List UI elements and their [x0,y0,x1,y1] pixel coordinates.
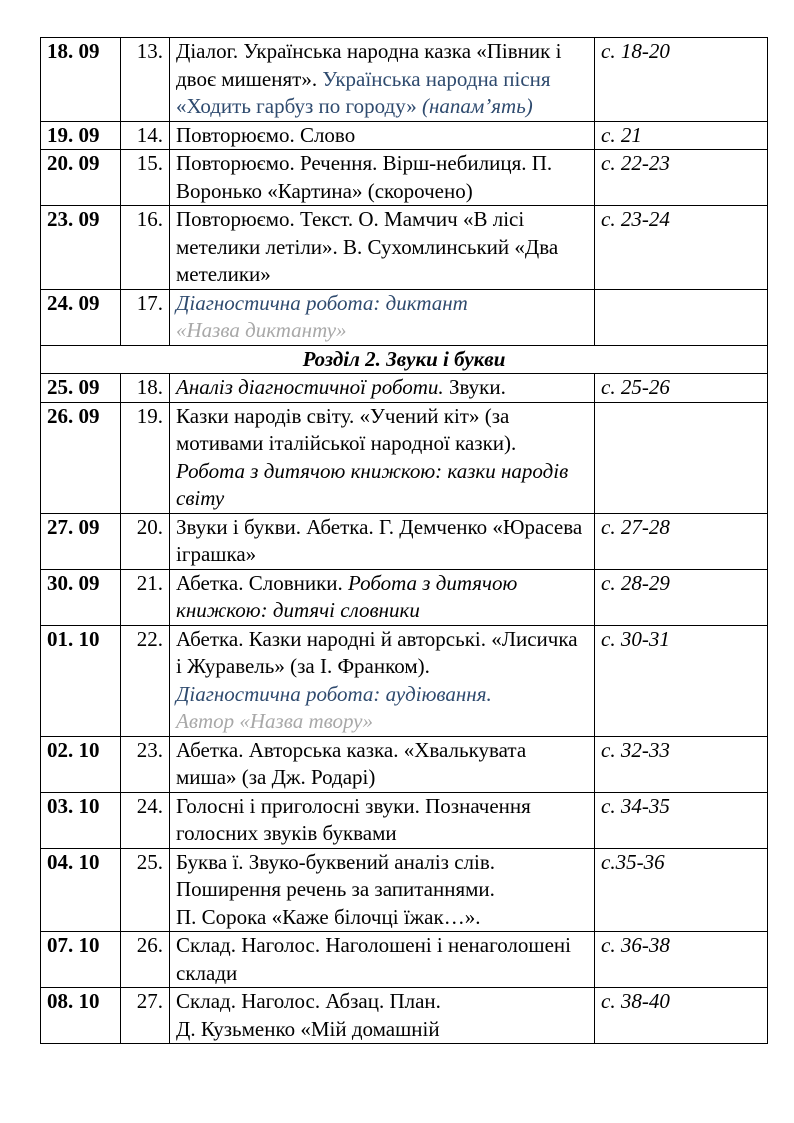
topic-text: Абетка. Словники. [176,570,343,595]
table-row [41,402,768,513]
table-row [41,736,768,792]
table-row [41,374,768,403]
lesson-number: 13. [121,38,170,122]
lesson-topic: Повторюємо. Слово [170,121,595,150]
lesson-number: 24. [121,792,170,848]
topic-text: Буква ї. Звуко-буквений аналіз слів. Поширення речень за запитаннями. [176,849,496,901]
lesson-pages: с. 28-29 [595,569,768,625]
lesson-number: 16. [121,206,170,290]
lesson-number: 26. [121,932,170,988]
table-row [41,848,768,932]
topic-text: Абетка. Казки народні й авторські. «Лисичка і Журавель» (за І. Франком). [176,626,578,678]
table-row [41,150,768,206]
lesson-date: 25. 09 [41,374,121,403]
topic-note: (напам’ять) [421,94,533,118]
table-row [41,625,768,736]
table-row [41,988,768,1044]
topic-song: Українська народна пісня «Ходить гарбуз по городу» [176,66,551,118]
lesson-pages: с. 38-40 [595,988,768,1044]
lesson-number: 15. [121,150,170,206]
lesson-date: 24. 09 [41,289,121,345]
lesson-date: 08. 10 [41,988,121,1044]
table-row [41,932,768,988]
table-row [41,513,768,569]
table-row [41,206,768,290]
lesson-topic [170,38,595,122]
lesson-number: 22. [121,625,170,736]
lesson-pages: с. 27-28 [595,513,768,569]
author-work-placeholder: Автор «Назва твору» [176,709,373,733]
lesson-topic: Повторюємо. Текст. О. Мамчич «В лісі метелики летіли». В. Сухомлинський «Два метелики» [170,206,595,290]
lesson-number: 27. [121,988,170,1044]
lesson-topic: Склад. Наголос. Наголошені і ненаголошені склади [170,932,595,988]
lesson-pages: с. 25-26 [595,374,768,403]
table-row [41,569,768,625]
topic-italic: Аналіз діагностичної роботи. [176,375,444,399]
lesson-number: 14. [121,121,170,150]
lesson-pages: с. 36-38 [595,932,768,988]
lesson-date: 27. 09 [41,513,121,569]
table-row [41,38,768,122]
table-row [41,121,768,150]
lesson-number: 19. [121,402,170,513]
lesson-topic: Голосні і приголосні звуки. Позначення голосних звуків буквами [170,792,595,848]
lesson-topic [170,848,595,932]
lesson-date: 26. 09 [41,402,121,513]
lesson-number: 17. [121,289,170,345]
lesson-pages: с. 30-31 [595,625,768,736]
section-row [41,345,768,374]
lesson-date: 01. 10 [41,625,121,736]
lesson-pages [595,289,768,345]
lesson-topic [170,374,595,403]
lesson-pages: с. 18-20 [595,38,768,122]
topic-text: Склад. Наголос. Абзац. План. [176,989,441,1013]
table-row [41,289,768,345]
lesson-date: 07. 10 [41,932,121,988]
lesson-date: 18. 09 [41,38,121,122]
lesson-date: 19. 09 [41,121,121,150]
lesson-pages: с. 22-23 [595,150,768,206]
lesson-number: 18. [121,374,170,403]
lesson-date: 02. 10 [41,736,121,792]
lesson-plan-table [40,37,768,1044]
topic-text: Діалог. Українська народна казка «Півник і двоє мишенят». [176,39,562,91]
lesson-pages: с. 21 [595,121,768,150]
lesson-pages: с.35-36 [595,848,768,932]
lesson-date: 03. 10 [41,792,121,848]
lesson-topic [170,625,595,736]
topic-italic: Робота з дитячою книжкою: казки народів світу [176,458,569,510]
topic-text: Звуки. [443,375,506,399]
lesson-topic: Абетка. Авторська казка. «Хвалькувата миша» (за Дж. Родарі) [170,736,595,792]
lesson-pages: с. 34-35 [595,792,768,848]
lesson-pages: с. 23-24 [595,206,768,290]
lesson-topic [170,289,595,345]
topic-text: П. Сорока «Каже білочці їжак…». [176,904,481,929]
lesson-pages [595,402,768,513]
topic-text: Д. Кузьменко «Мій домашній [176,1016,440,1041]
lesson-date: 30. 09 [41,569,121,625]
topic-italic: Робота з дитячою книжкою: дитячі словники [176,570,518,622]
diagnostic-work-label: Діагностична робота: диктант [176,290,468,315]
diagnostic-work-label: Діагностична робота: аудіювання. [176,681,492,706]
topic-text: Казки народів світу. «Учений кіт» (за мотивами італійської народної казки). [176,403,517,455]
lesson-date: 23. 09 [41,206,121,290]
section-title: Розділ 2. Звуки і букви [41,345,768,374]
lesson-date: 04. 10 [41,848,121,932]
lesson-topic: Звуки і букви. Абетка. Г. Демченко «Юрасева іграшка» [170,513,595,569]
lesson-topic: Повторюємо. Речення. Вірш-небилиця. П. Воронько «Картина» (скорочено) [170,150,595,206]
lesson-topic [170,988,595,1044]
lesson-number: 23. [121,736,170,792]
lesson-date: 20. 09 [41,150,121,206]
lesson-topic [170,569,595,625]
dictation-title-placeholder: «Назва диктанту» [176,318,347,342]
table-row [41,792,768,848]
lesson-topic [170,402,595,513]
lesson-number: 20. [121,513,170,569]
lesson-number: 21. [121,569,170,625]
lesson-number: 25. [121,848,170,932]
lesson-pages: с. 32-33 [595,736,768,792]
